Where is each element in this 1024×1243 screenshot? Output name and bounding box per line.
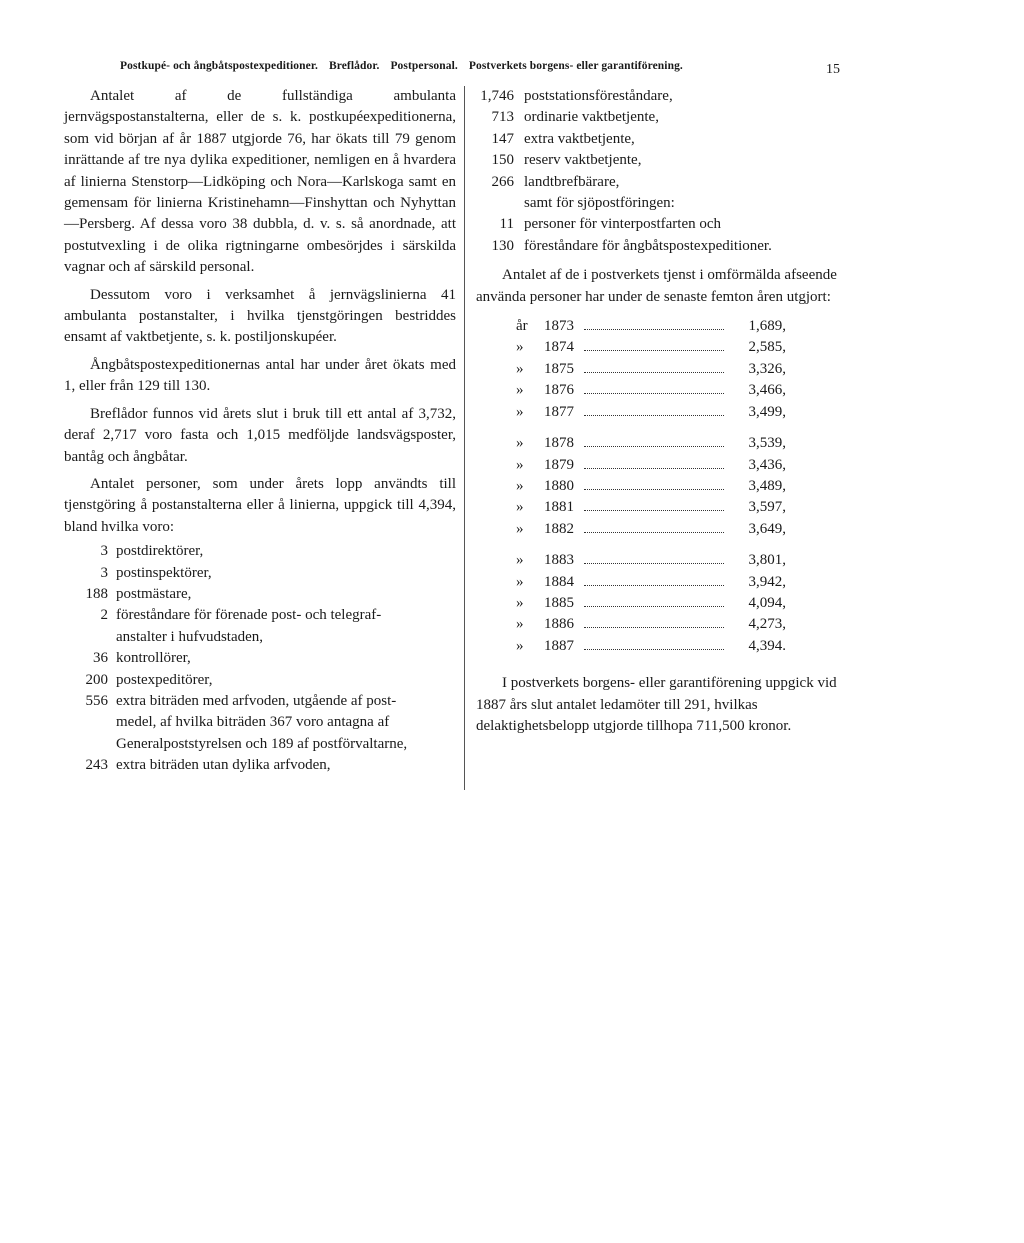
running-header: [120, 60, 860, 72]
dot-leader: [584, 329, 724, 330]
year-row: [516, 455, 786, 476]
year-value: 3,326,: [748, 360, 786, 377]
staff-count: 36: [93, 650, 108, 667]
year-mark: »: [516, 499, 524, 516]
staff-title: postinspektörer,: [116, 564, 212, 581]
staff-count: [64, 712, 108, 733]
staff-title: reserv vaktbetjente,: [524, 152, 642, 169]
dot-leader: [584, 468, 724, 469]
list-item: [476, 129, 868, 150]
paragraph-ambulant: Antalet af de fullständiga ambulanta jernvägspostanstalterna, eller de s. k. postkupéexpeditionerna, som vid början af år 1887 utgjorde 76, har ökats till 79 genom inrättande af tre nya dylika expeditioner, nemligen en å hvardera af linierna Stenstorp—Lidköping och Nora—Karlskoga samt en gemensam för linierna Kristinehamn—Finshyttan och Nyhyttan—Persberg. Af dessa voro 38 dubbla, d. v. s. så anordnade, att postutvexling i de olika rigtningarne ombesörjdes i särskilda vagnar och af särskild personal.: [64, 88, 456, 276]
column-divider: [464, 86, 465, 790]
staff-count: 243: [85, 757, 108, 774]
year-mark: »: [516, 435, 524, 452]
list-item: [476, 236, 868, 257]
staff-title: föreståndare för ångbåtspostexpeditioner.: [524, 237, 772, 254]
header-item: Breflådor.: [328, 60, 380, 72]
year-row: [516, 519, 786, 540]
staff-title: extra vaktbetjente,: [524, 130, 635, 147]
year-value: 3,466,: [748, 382, 786, 399]
header-item: Postpersonal.: [390, 60, 458, 72]
year-value: 3,499,: [748, 403, 786, 420]
year-label: 1887: [544, 637, 574, 654]
year-label: 1881: [544, 499, 574, 516]
year-label: 1886: [544, 616, 574, 633]
paragraph-years: Antalet af de i postverkets tjenst i omförmälda afseende använda personer har under de senaste femton åren utgjort:: [476, 267, 837, 305]
year-mark: »: [516, 637, 524, 654]
year-row: [516, 380, 786, 401]
year-value: 4,273,: [748, 616, 786, 633]
year-group: [516, 316, 786, 423]
staff-count: 11: [499, 216, 514, 233]
list-item: [64, 670, 456, 691]
year-mark: »: [516, 594, 524, 611]
dot-leader: [584, 393, 724, 394]
dot-leader: [584, 489, 724, 490]
year-label: 1879: [544, 456, 574, 473]
year-label: 1884: [544, 573, 574, 590]
year-row: [516, 337, 786, 358]
year-value: 3,539,: [748, 435, 786, 452]
list-item: [64, 541, 456, 562]
staff-list-right: [476, 86, 868, 257]
year-row: [516, 636, 786, 657]
right-column: [476, 86, 868, 737]
staff-title: medel, af hvilka biträden 367 voro antagna af: [116, 714, 390, 731]
dot-leader: [584, 585, 724, 586]
staff-count: [64, 734, 108, 755]
staff-title: Generalpoststyrelsen och 189 af postförvaltarne,: [116, 735, 408, 752]
header-item: Postkupé- och ångbåtspostexpeditioner.: [120, 60, 318, 72]
left-column: [64, 86, 456, 777]
year-row: [516, 476, 786, 497]
paragraph-personal: Antalet personer, som under årets lopp användts till tjenstgöring å postanstalterna eller å linierna, uppgick till 4,394, bland hvilka voro:: [64, 475, 456, 535]
year-value: 3,489,: [748, 477, 786, 494]
list-item: [64, 648, 456, 669]
staff-count: 3: [100, 543, 108, 560]
year-value: 3,436,: [748, 456, 786, 473]
list-item: [64, 563, 456, 584]
staff-title: extra biträden med arfvoden, utgående af post-: [116, 692, 397, 709]
page-number: 15: [826, 62, 840, 77]
year-mark: »: [516, 360, 524, 377]
list-item: [64, 605, 456, 626]
year-value: 3,649,: [748, 520, 786, 537]
year-label: 1882: [544, 520, 574, 537]
year-value: 2,585,: [748, 339, 786, 356]
year-mark: »: [516, 403, 524, 420]
dot-leader: [584, 415, 724, 416]
year-value: 4,394.: [748, 637, 786, 654]
list-item: [476, 172, 868, 193]
staff-count: 2: [100, 607, 108, 624]
year-group: [516, 433, 786, 540]
year-row: [516, 497, 786, 518]
staff-title: anstalter i hufvudstaden,: [116, 628, 264, 645]
staff-title: kontrollörer,: [116, 650, 191, 667]
staff-count: 130: [491, 237, 514, 254]
staff-title: ordinarie vaktbetjente,: [524, 109, 659, 126]
year-label: 1878: [544, 435, 574, 452]
year-mark: »: [516, 552, 524, 569]
year-table: [516, 316, 786, 657]
year-group: [516, 550, 786, 657]
staff-count: 188: [85, 585, 108, 602]
year-label: 1883: [544, 552, 574, 569]
list-item: [64, 734, 456, 755]
year-row: [516, 593, 786, 614]
staff-title: föreståndare för förenade post- och telegraf-: [116, 607, 382, 624]
list-item: [476, 214, 868, 235]
year-mark: år: [516, 318, 528, 335]
dot-leader: [584, 350, 724, 351]
year-mark: »: [516, 339, 524, 356]
staff-title: personer för vinterpostfarten och: [524, 216, 722, 233]
list-item: [64, 712, 456, 733]
list-item: [64, 627, 456, 648]
dot-leader: [584, 627, 724, 628]
year-row: [516, 433, 786, 454]
staff-count: 266: [491, 173, 514, 190]
year-row: [516, 316, 786, 337]
staff-count: 3: [100, 564, 108, 581]
staff-count: 147: [491, 130, 514, 147]
year-label: 1880: [544, 477, 574, 494]
dot-leader: [584, 606, 724, 607]
year-row: [516, 550, 786, 571]
year-value: 1,689,: [748, 318, 786, 335]
year-mark: »: [516, 520, 524, 537]
year-value: 3,942,: [748, 573, 786, 590]
year-row: [516, 614, 786, 635]
sea-heading: samt för sjöpostföringen:: [524, 195, 675, 212]
header-item: Postverkets borgens- eller garantiförening.: [468, 60, 683, 72]
year-value: 4,094,: [748, 594, 786, 611]
staff-title: landtbrefbärare,: [524, 173, 620, 190]
staff-list-left: [64, 541, 456, 776]
paragraph-guarantee: I postverkets borgens- eller garantiförening uppgick vid 1887 års slut antalet ledamöter till 291, hvilkas delaktighetsbelopp utgjorde tillhopa 711,500 kronor.: [476, 675, 837, 734]
dot-leader: [584, 446, 724, 447]
list-item: [64, 584, 456, 605]
list-item: [64, 691, 456, 712]
year-label: 1885: [544, 594, 574, 611]
staff-count: 1,746: [480, 88, 514, 104]
year-mark: »: [516, 456, 524, 473]
staff-count: 150: [491, 152, 514, 169]
year-label: 1877: [544, 403, 574, 420]
year-row: [516, 359, 786, 380]
list-item: [476, 150, 868, 171]
year-mark: »: [516, 573, 524, 590]
dot-leader: [584, 372, 724, 373]
year-row: [516, 402, 786, 423]
year-mark: »: [516, 616, 524, 633]
list-item: [476, 107, 868, 128]
list-item: [64, 755, 456, 776]
dot-leader: [584, 532, 724, 533]
year-mark: »: [516, 382, 524, 399]
list-item: [476, 86, 868, 107]
year-label: 1875: [544, 360, 574, 377]
staff-title: poststationsföreståndare,: [524, 88, 673, 104]
year-label: 1874: [544, 339, 574, 356]
year-row: [516, 572, 786, 593]
paragraph-postiljonskupeer: Dessutom voro i verksamhet å jernvägslinierna 41 ambulanta postanstalter, i hvilka tjenstgöringen bestriddes ensamt af vaktbetjente, s. k. postiljonskupéer.: [64, 286, 456, 346]
staff-title: postdirektörer,: [116, 543, 204, 560]
staff-count: 200: [85, 671, 108, 688]
year-value: 3,597,: [748, 499, 786, 516]
dot-leader: [584, 649, 724, 650]
year-mark: »: [516, 477, 524, 494]
staff-count: [64, 627, 108, 648]
staff-title: postexpeditörer,: [116, 671, 213, 688]
dot-leader: [584, 510, 724, 511]
staff-title: extra biträden utan dylika arfvoden,: [116, 757, 331, 774]
staff-title: postmästare,: [116, 585, 192, 602]
dot-leader: [584, 563, 724, 564]
staff-count: 556: [85, 692, 108, 709]
year-value: 3,801,: [748, 552, 786, 569]
paragraph-breflador: Breflådor funnos vid årets slut i bruk till ett antal af 3,732, deraf 2,717 voro fasta och 1,015 medföljde landsvägsposter, bantåg och ångbåtar.: [64, 405, 456, 465]
staff-count: 713: [491, 109, 514, 126]
year-label: 1876: [544, 382, 574, 399]
year-label: 1873: [544, 318, 574, 335]
paragraph-angbat: Ångbåtspostexpeditionernas antal har under året ökats med 1, eller från 129 till 130.: [64, 356, 456, 395]
